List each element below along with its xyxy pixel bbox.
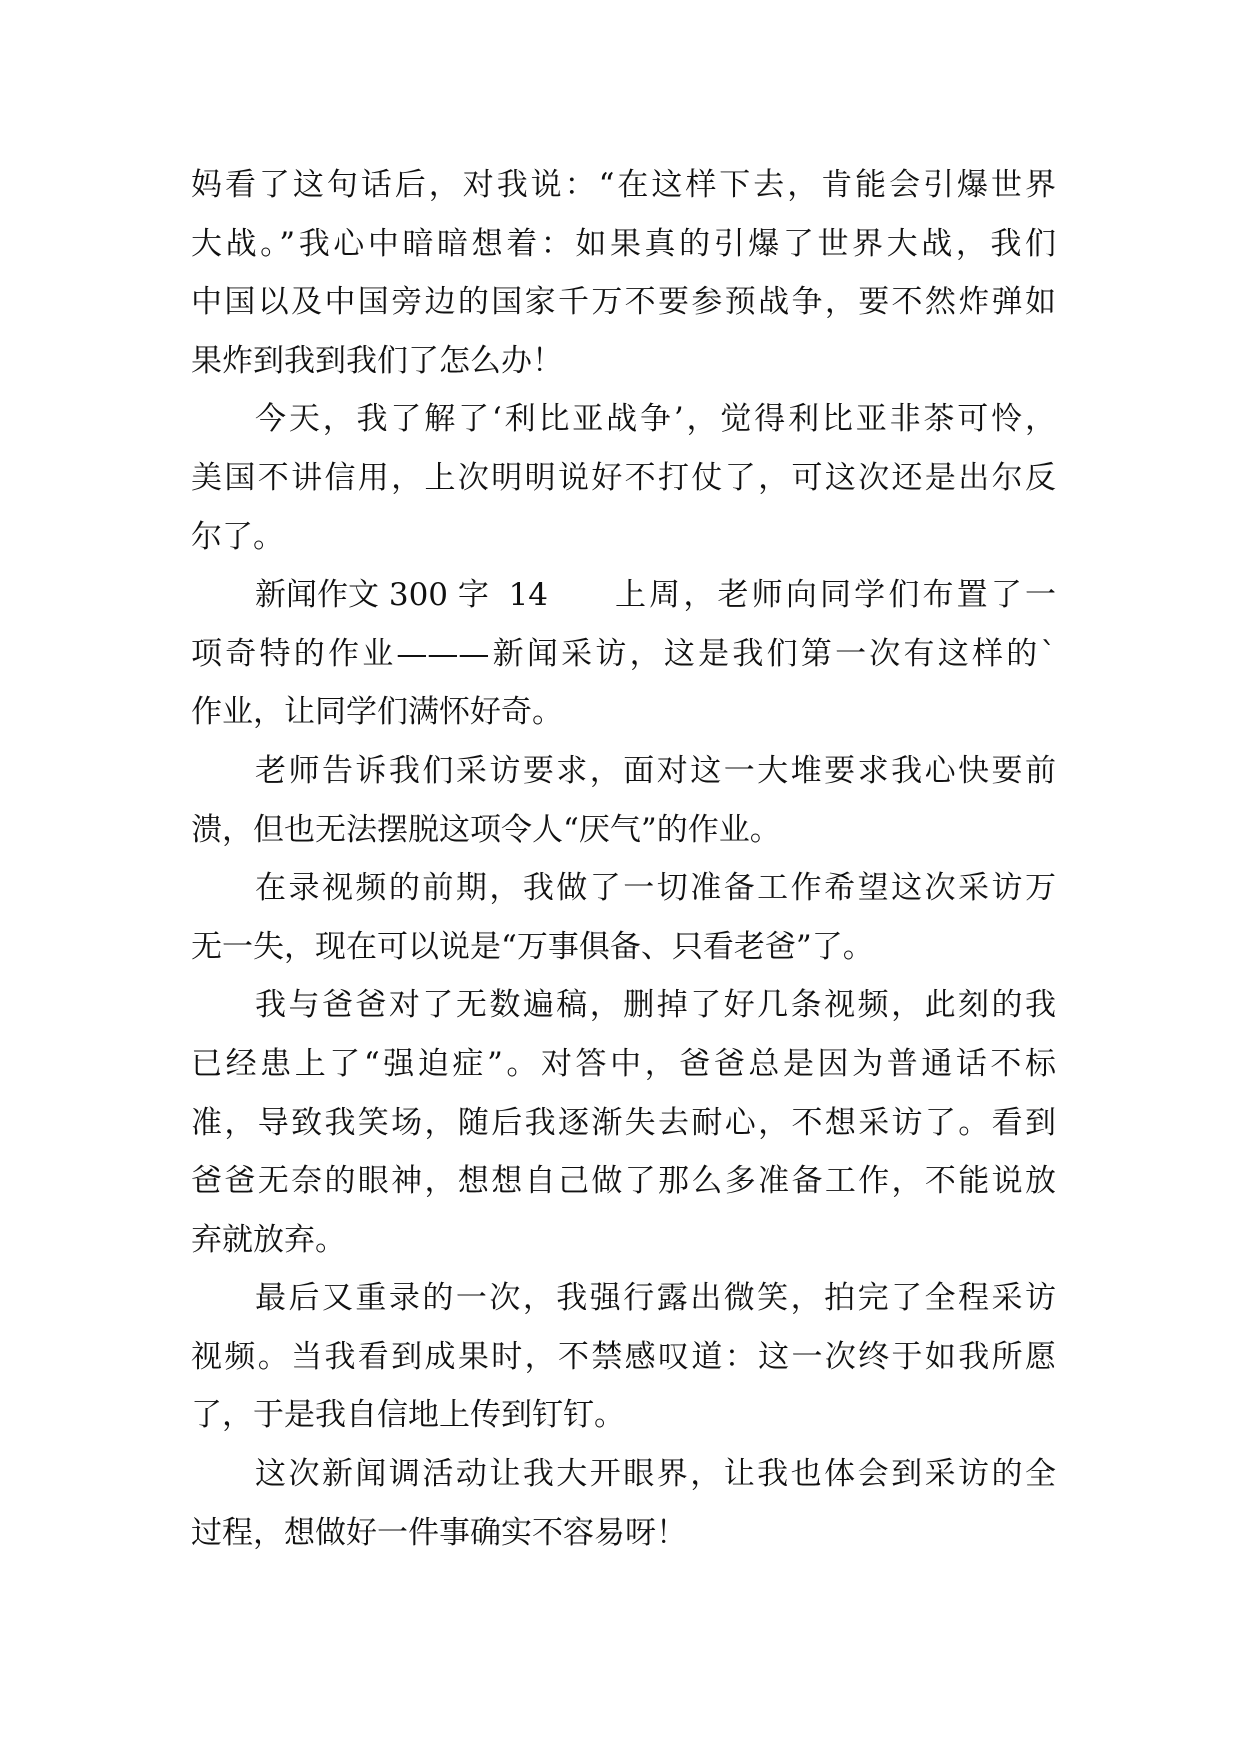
text-line-segment: 上周，老师向同学们布置了一 bbox=[615, 577, 1056, 614]
text-line: 妈看了这句话后，对我说：“在这样下去，肯能会引爆世界 bbox=[191, 167, 1056, 203]
text-line: 溃，但也无法摆脱这项令人“厌气”的作业。 bbox=[191, 811, 781, 848]
paragraph bbox=[191, 566, 1056, 742]
text-line bbox=[191, 566, 1056, 625]
paragraph bbox=[191, 156, 1056, 390]
text-line: 过程，想做好一件事确实不容易呀！ bbox=[191, 1514, 687, 1551]
text-line: 爸爸无奈的眼神，想想自己做了那么多准备工作，不能说放 bbox=[191, 1163, 1056, 1200]
paragraph bbox=[191, 859, 1056, 976]
text-line: 准，导致我笑场，随后我逐渐失去耐心，不想采访了。看到 bbox=[191, 1104, 1056, 1141]
paragraph bbox=[191, 1269, 1056, 1445]
text-line: 老师告诉我们采访要求，面对这一大堆要求我心快要前 bbox=[255, 752, 1056, 789]
text-line: 作业，让同学们满怀好奇。 bbox=[191, 694, 563, 731]
text-line: 视频。当我看到成果时，不禁感叹道：这一次终于如我所愿 bbox=[191, 1338, 1056, 1375]
text-line: 无一失，现在可以说是“万事俱备、只看老爸”了。 bbox=[191, 928, 874, 965]
text-line: 中国以及中国旁边的国家千万不要参预战争，要不然炸弹如 bbox=[191, 284, 1056, 321]
text-line: 尔了。 bbox=[191, 518, 284, 555]
text-line: 了，于是我自信地上传到钉钉。 bbox=[191, 1397, 625, 1434]
text-line: 最后又重录的一次，我强行露出微笑，拍完了全程采访 bbox=[255, 1280, 1056, 1317]
paragraph bbox=[191, 390, 1056, 566]
document-body bbox=[191, 156, 1056, 1562]
text-line: 已经患上了“强迫症”。对答中，爸爸总是因为普通话不标 bbox=[191, 1045, 1056, 1082]
text-line: 我与爸爸对了无数遍稿，删掉了好几条视频，此刻的我 bbox=[255, 987, 1056, 1024]
essay-label: 新闻作文 300 字 14 bbox=[255, 577, 549, 614]
text-line: 美国不讲信用，上次明明说好不打仗了，可这次还是出尔反 bbox=[191, 459, 1056, 496]
text-line: 弃就放弃。 bbox=[191, 1221, 346, 1258]
text-line: 在录视频的前期，我做了一切准备工作希望这次采访万 bbox=[255, 870, 1056, 907]
text-line: 项奇特的作业———新闻采访，这是我们第一次有这样的` bbox=[191, 635, 1056, 672]
text-line: 果炸到我到我们了怎么办！ bbox=[191, 342, 563, 379]
text-line: 大战。”我心中暗暗想着：如果真的引爆了世界大战，我们 bbox=[191, 225, 1056, 262]
paragraph bbox=[191, 976, 1056, 1269]
paragraph bbox=[191, 1445, 1056, 1562]
text-line: 这次新闻调活动让我大开眼界，让我也体会到采访的全 bbox=[255, 1456, 1056, 1493]
text-line: 今天，我了解了‘利比亚战争’，觉得利比亚非茶可怜， bbox=[255, 401, 1056, 438]
paragraph bbox=[191, 742, 1056, 859]
